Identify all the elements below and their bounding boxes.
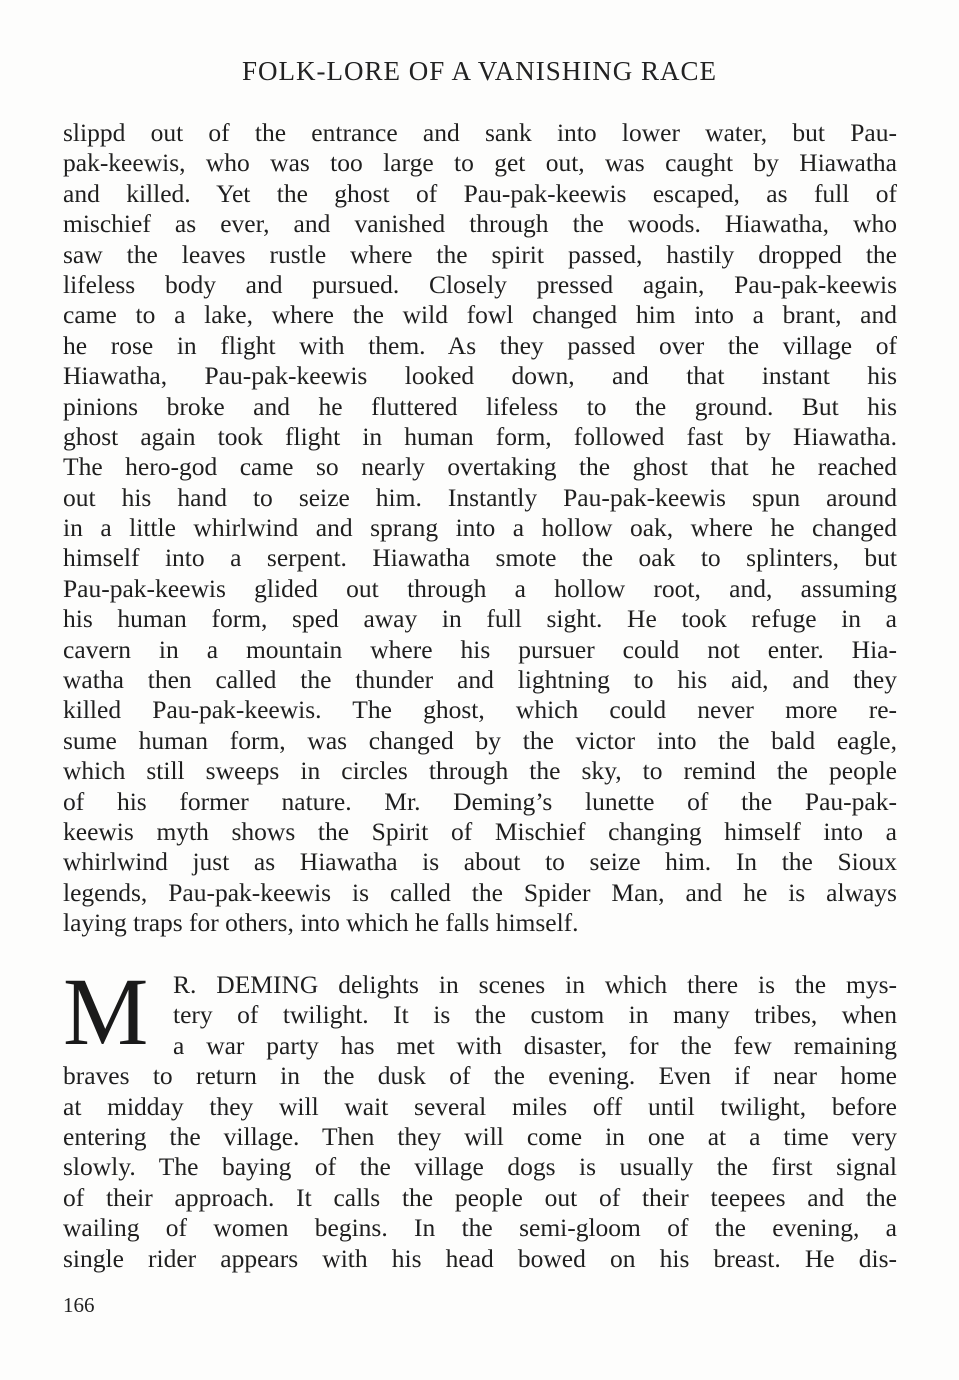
paragraph-deming-twilight: [63, 958, 897, 1274]
text-line: whirlwind just as Hiawatha is about to seize him. In the Sioux: [63, 847, 897, 877]
page-number: 166: [63, 1293, 95, 1317]
text-line: The hero-god came so nearly overtaking the ghost that he reached: [63, 452, 897, 482]
text-line: in a little whirlwind and sprang into a hollow oak, where he changed: [63, 513, 897, 543]
text-line: sume human form, was changed by the victor into the bald eagle,: [63, 725, 897, 755]
text-line: single rider appears with his head bowed on his breast. He dis-: [63, 1243, 897, 1273]
text-line: he rose in flight with them. As they passed over the village of: [63, 330, 897, 360]
text-line: which still sweeps in circles through the sky, to remind the people: [63, 756, 897, 786]
text-line: saw the leaves rustle where the spirit passed, hastily dropped the: [63, 239, 897, 269]
text-line: a war party has met with disaster, for the few remaining: [173, 1030, 897, 1060]
text-line: his human form, sped away in full sight. He took refuge in a: [63, 604, 897, 634]
text-line: watha then called the thunder and lightning to his aid, and they: [63, 665, 897, 695]
text-line: came to a lake, where the wild fowl changed him into a brant, and: [63, 300, 897, 330]
text-line: keewis myth shows the Spirit of Mischief changing himself into a: [63, 816, 897, 846]
paragraph-pau-pak-keewis: [63, 118, 897, 939]
running-head: FOLK-LORE OF A VANISHING RACE: [241, 56, 718, 86]
text-line: Pau-pak-keewis glided out through a hollow root, and, assuming: [63, 573, 897, 603]
text-line: ghost again took flight in human form, followed fast by Hiawatha.: [63, 421, 897, 451]
text-line: braves to return in the dusk of the evening. Even if near home: [63, 1061, 897, 1091]
text-line: lifeless body and pursued. Closely pressed again, Pau-pak-keewis: [63, 269, 897, 299]
text-line: slowly. The baying of the village dogs is usually the first signal: [63, 1152, 897, 1182]
drop-cap: M: [63, 958, 149, 1065]
text-line: at midday they will wait several miles off until twilight, before: [63, 1091, 897, 1121]
text-line: R. DEMING delights in scenes in which there is the mys-: [173, 970, 897, 999]
text-line: tery of twilight. It is the custom in many tribes, when: [173, 1000, 897, 1030]
text-line: slippd out of the entrance and sank into lower water, but Pau-: [63, 118, 897, 147]
text-line: entering the village. Then they will come in one at a time very: [63, 1121, 897, 1151]
text-line: and killed. Yet the ghost of Pau-pak-keewis escaped, as full of: [63, 178, 897, 208]
text-line: Hiawatha, Pau-pak-keewis looked down, and that instant his: [63, 361, 897, 391]
text-line: of his former nature. Mr. Deming’s lunette of the Pau-pak-: [63, 786, 897, 816]
text-line: cavern in a mountain where his pursuer could not enter. Hia-: [63, 634, 897, 664]
text-line: out his hand to seize him. Instantly Pau-pak-keewis spun around: [63, 482, 897, 512]
text-line: killed Pau-pak-keewis. The ghost, which could never more re-: [63, 695, 897, 725]
text-line: wailing of women begins. In the semi-gloom of the evening, a: [63, 1213, 897, 1243]
text-line: legends, Pau-pak-keewis is called the Spider Man, and he is always: [63, 877, 897, 907]
text-line: laying traps for others, into which he falls himself.: [63, 908, 579, 938]
text-line: of their approach. It calls the people out of their teepees and the: [63, 1182, 897, 1212]
text-line: pak-keewis, who was too large to get out, was caught by Hiawatha: [63, 148, 897, 178]
text-line: pinions broke and he fluttered lifeless to the ground. But his: [63, 391, 897, 421]
text-line: mischief as ever, and vanished through the woods. Hiawatha, who: [63, 209, 897, 239]
text-line: himself into a serpent. Hiawatha smote the oak to splinters, but: [63, 543, 897, 573]
